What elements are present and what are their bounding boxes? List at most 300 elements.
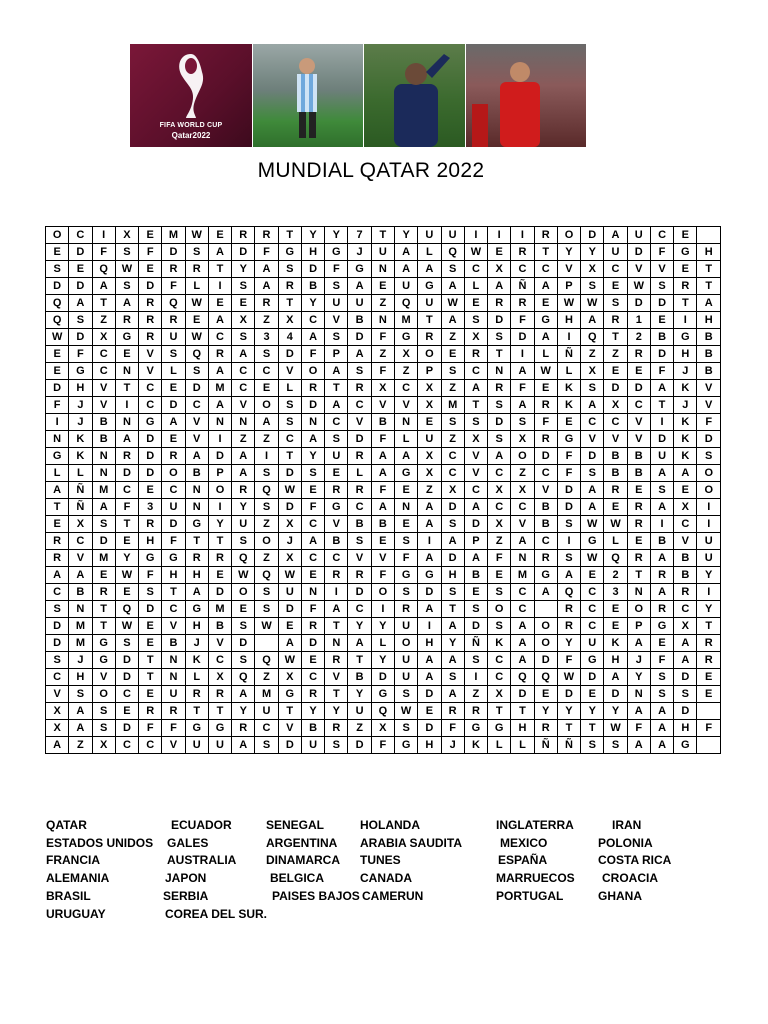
grid-cell[interactable]: F xyxy=(534,414,557,431)
grid-cell[interactable]: D xyxy=(581,448,604,465)
grid-cell[interactable]: G xyxy=(69,363,92,380)
grid-cell[interactable]: V xyxy=(69,550,92,567)
grid-cell[interactable]: K xyxy=(488,635,511,652)
grid-cell[interactable]: V xyxy=(604,431,627,448)
grid-cell[interactable]: Z xyxy=(394,363,417,380)
grid-cell[interactable]: R xyxy=(674,278,697,295)
grid-cell[interactable]: R xyxy=(325,652,348,669)
grid-cell[interactable]: Y xyxy=(371,652,394,669)
grid-cell[interactable]: S xyxy=(441,584,464,601)
grid-cell[interactable]: A xyxy=(650,465,673,482)
grid-cell[interactable]: D xyxy=(697,431,721,448)
grid-cell[interactable]: A xyxy=(255,261,278,278)
grid-cell[interactable]: E xyxy=(232,601,255,618)
grid-cell[interactable]: E xyxy=(441,346,464,363)
grid-cell[interactable]: S xyxy=(278,397,301,414)
grid-cell[interactable]: Y xyxy=(232,261,255,278)
grid-cell[interactable]: S xyxy=(441,261,464,278)
grid-cell[interactable]: F xyxy=(46,397,69,414)
grid-cell[interactable]: W xyxy=(441,295,464,312)
grid-cell[interactable]: E xyxy=(208,567,231,584)
grid-cell[interactable]: U xyxy=(255,703,278,720)
grid-cell[interactable]: F xyxy=(301,601,324,618)
grid-cell[interactable]: F xyxy=(394,550,417,567)
grid-cell[interactable]: E xyxy=(162,431,185,448)
grid-cell[interactable]: A xyxy=(441,312,464,329)
grid-cell[interactable]: K xyxy=(604,635,627,652)
grid-cell[interactable]: S xyxy=(464,652,487,669)
grid-cell[interactable]: G xyxy=(325,499,348,516)
grid-cell[interactable]: S xyxy=(650,482,673,499)
grid-cell[interactable]: Y xyxy=(325,227,348,244)
grid-cell[interactable]: R xyxy=(697,652,721,669)
grid-cell[interactable]: U xyxy=(325,448,348,465)
grid-cell[interactable]: R xyxy=(674,584,697,601)
grid-cell[interactable]: M xyxy=(208,601,231,618)
grid-cell[interactable]: A xyxy=(232,737,255,754)
grid-cell[interactable]: F xyxy=(650,244,673,261)
grid-cell[interactable]: V xyxy=(627,414,650,431)
grid-cell[interactable]: T xyxy=(697,261,721,278)
grid-cell[interactable]: A xyxy=(464,380,487,397)
grid-cell[interactable]: A xyxy=(650,550,673,567)
grid-cell[interactable]: X xyxy=(46,720,69,737)
grid-cell[interactable]: R xyxy=(464,703,487,720)
grid-cell[interactable]: C xyxy=(46,584,69,601)
grid-cell[interactable]: D xyxy=(441,550,464,567)
grid-cell[interactable]: Q xyxy=(604,550,627,567)
grid-cell[interactable]: Y xyxy=(301,448,324,465)
grid-cell[interactable]: A xyxy=(232,465,255,482)
grid-cell[interactable]: M xyxy=(208,380,231,397)
grid-cell[interactable]: D xyxy=(46,618,69,635)
grid-cell[interactable]: A xyxy=(441,533,464,550)
grid-cell[interactable]: G xyxy=(208,720,231,737)
grid-cell[interactable]: M xyxy=(162,227,185,244)
grid-cell[interactable]: R xyxy=(301,618,324,635)
grid-cell[interactable]: A xyxy=(441,618,464,635)
grid-cell[interactable]: R xyxy=(650,567,673,584)
grid-cell[interactable]: O xyxy=(534,618,557,635)
grid-cell[interactable]: H xyxy=(162,567,185,584)
grid-cell[interactable]: L xyxy=(488,737,511,754)
grid-cell[interactable]: C xyxy=(325,414,348,431)
grid-cell[interactable]: S xyxy=(394,686,417,703)
grid-cell[interactable]: C xyxy=(581,601,604,618)
grid-cell[interactable]: Q xyxy=(371,703,394,720)
grid-cell[interactable]: T xyxy=(278,703,301,720)
grid-cell[interactable]: 7 xyxy=(348,227,371,244)
grid-cell[interactable]: F xyxy=(488,550,511,567)
grid-cell[interactable]: E xyxy=(92,567,115,584)
grid-cell[interactable]: D xyxy=(650,346,673,363)
grid-cell[interactable]: B xyxy=(674,550,697,567)
grid-cell[interactable]: S xyxy=(488,584,511,601)
grid-cell[interactable]: X xyxy=(488,516,511,533)
grid-cell[interactable]: L xyxy=(394,431,417,448)
grid-cell[interactable]: S xyxy=(46,601,69,618)
grid-cell[interactable]: H xyxy=(441,567,464,584)
grid-cell[interactable]: B xyxy=(534,499,557,516)
grid-cell[interactable]: A xyxy=(418,516,441,533)
grid-cell[interactable]: Y xyxy=(557,244,580,261)
grid-cell[interactable]: A xyxy=(650,499,673,516)
grid-cell[interactable]: D xyxy=(139,465,162,482)
grid-cell[interactable]: F xyxy=(371,567,394,584)
grid-cell[interactable]: C xyxy=(348,499,371,516)
grid-cell[interactable]: T xyxy=(581,720,604,737)
grid-cell[interactable]: D xyxy=(278,737,301,754)
grid-cell[interactable] xyxy=(697,227,721,244)
grid-cell[interactable]: D xyxy=(162,397,185,414)
grid-cell[interactable]: B xyxy=(534,516,557,533)
grid-cell[interactable]: S xyxy=(674,686,697,703)
grid-cell[interactable]: D xyxy=(115,669,138,686)
grid-cell[interactable]: T xyxy=(278,227,301,244)
grid-cell[interactable]: U xyxy=(232,516,255,533)
grid-cell[interactable]: A xyxy=(92,278,115,295)
grid-cell[interactable]: D xyxy=(348,584,371,601)
grid-cell[interactable]: Z xyxy=(441,380,464,397)
grid-cell[interactable]: D xyxy=(162,516,185,533)
grid-cell[interactable]: G xyxy=(278,686,301,703)
grid-cell[interactable]: A xyxy=(208,312,231,329)
grid-cell[interactable]: W xyxy=(557,669,580,686)
grid-cell[interactable]: C xyxy=(162,482,185,499)
grid-cell[interactable]: R xyxy=(557,601,580,618)
grid-cell[interactable]: Ñ xyxy=(464,635,487,652)
grid-cell[interactable]: T xyxy=(627,567,650,584)
grid-cell[interactable]: R xyxy=(162,703,185,720)
grid-cell[interactable]: T xyxy=(488,703,511,720)
grid-cell[interactable]: C xyxy=(208,329,231,346)
grid-cell[interactable]: T xyxy=(650,397,673,414)
grid-cell[interactable]: R xyxy=(604,312,627,329)
grid-cell[interactable]: Z xyxy=(255,431,278,448)
grid-cell[interactable]: S xyxy=(301,465,324,482)
grid-cell[interactable]: F xyxy=(325,261,348,278)
grid-cell[interactable]: A xyxy=(371,448,394,465)
grid-cell[interactable]: R xyxy=(115,448,138,465)
grid-cell[interactable]: Z xyxy=(232,431,255,448)
grid-cell[interactable]: T xyxy=(325,380,348,397)
grid-cell[interactable]: K xyxy=(557,380,580,397)
grid-cell[interactable]: A xyxy=(488,448,511,465)
grid-cell[interactable]: D xyxy=(348,431,371,448)
grid-cell[interactable]: D xyxy=(348,737,371,754)
grid-cell[interactable]: T xyxy=(115,380,138,397)
grid-cell[interactable]: C xyxy=(255,363,278,380)
grid-cell[interactable]: E xyxy=(534,295,557,312)
grid-cell[interactable]: G xyxy=(557,431,580,448)
grid-cell[interactable]: M xyxy=(92,550,115,567)
grid-cell[interactable]: U xyxy=(441,227,464,244)
grid-cell[interactable]: A xyxy=(232,346,255,363)
grid-cell[interactable]: D xyxy=(604,686,627,703)
grid-cell[interactable]: X xyxy=(511,482,534,499)
grid-cell[interactable]: H xyxy=(69,669,92,686)
grid-cell[interactable]: X xyxy=(464,431,487,448)
grid-cell[interactable]: C xyxy=(232,380,255,397)
grid-cell[interactable]: Y xyxy=(697,601,721,618)
grid-cell[interactable]: X xyxy=(488,686,511,703)
grid-cell[interactable]: B xyxy=(697,363,721,380)
grid-cell[interactable]: B xyxy=(92,414,115,431)
grid-cell[interactable]: X xyxy=(394,346,417,363)
grid-cell[interactable]: R xyxy=(604,482,627,499)
grid-cell[interactable]: R xyxy=(139,516,162,533)
grid-cell[interactable]: Ñ xyxy=(557,737,580,754)
grid-cell[interactable]: V xyxy=(627,261,650,278)
grid-cell[interactable]: A xyxy=(674,652,697,669)
grid-cell[interactable]: J xyxy=(69,414,92,431)
grid-cell[interactable]: C xyxy=(139,397,162,414)
grid-cell[interactable]: U xyxy=(581,635,604,652)
grid-cell[interactable]: I xyxy=(92,227,115,244)
grid-cell[interactable]: L xyxy=(557,363,580,380)
grid-cell[interactable]: C xyxy=(255,720,278,737)
grid-cell[interactable]: X xyxy=(278,550,301,567)
grid-cell[interactable]: R xyxy=(534,431,557,448)
grid-cell[interactable]: R xyxy=(348,448,371,465)
grid-cell[interactable]: D xyxy=(650,431,673,448)
grid-cell[interactable]: E xyxy=(255,380,278,397)
grid-cell[interactable]: X xyxy=(581,363,604,380)
grid-cell[interactable]: W xyxy=(185,329,208,346)
grid-cell[interactable]: U xyxy=(627,227,650,244)
grid-cell[interactable]: S xyxy=(46,261,69,278)
grid-cell[interactable]: F xyxy=(441,720,464,737)
grid-cell[interactable]: Q xyxy=(581,329,604,346)
grid-cell[interactable]: S xyxy=(255,601,278,618)
grid-cell[interactable]: E xyxy=(418,414,441,431)
grid-cell[interactable]: D xyxy=(581,669,604,686)
grid-cell[interactable]: X xyxy=(278,516,301,533)
grid-cell[interactable]: Q xyxy=(232,550,255,567)
grid-cell[interactable]: W xyxy=(581,516,604,533)
grid-cell[interactable]: C xyxy=(325,550,348,567)
grid-cell[interactable]: A xyxy=(627,635,650,652)
grid-cell[interactable]: L xyxy=(534,346,557,363)
grid-cell[interactable]: R xyxy=(185,261,208,278)
grid-cell[interactable]: U xyxy=(697,550,721,567)
grid-cell[interactable]: R xyxy=(162,448,185,465)
grid-cell[interactable]: R xyxy=(46,550,69,567)
grid-cell[interactable]: A xyxy=(581,397,604,414)
grid-cell[interactable]: Y xyxy=(557,635,580,652)
grid-cell[interactable]: N xyxy=(92,448,115,465)
grid-cell[interactable]: S xyxy=(162,346,185,363)
grid-cell[interactable]: A xyxy=(441,686,464,703)
grid-cell[interactable]: U xyxy=(348,295,371,312)
grid-cell[interactable]: S xyxy=(255,465,278,482)
grid-cell[interactable]: A xyxy=(441,278,464,295)
grid-cell[interactable]: Y xyxy=(301,227,324,244)
grid-cell[interactable]: R xyxy=(208,550,231,567)
grid-cell[interactable]: Y xyxy=(301,295,324,312)
grid-cell[interactable]: U xyxy=(418,431,441,448)
grid-cell[interactable]: E xyxy=(301,652,324,669)
grid-cell[interactable]: R xyxy=(208,346,231,363)
grid-cell[interactable]: V xyxy=(674,533,697,550)
grid-cell[interactable]: T xyxy=(418,312,441,329)
grid-cell[interactable]: N xyxy=(301,584,324,601)
grid-cell[interactable]: S xyxy=(92,516,115,533)
grid-cell[interactable]: X xyxy=(464,329,487,346)
grid-cell[interactable]: S xyxy=(232,329,255,346)
grid-cell[interactable]: Y xyxy=(441,635,464,652)
grid-cell[interactable]: D xyxy=(139,278,162,295)
grid-cell[interactable]: X xyxy=(488,261,511,278)
grid-cell[interactable]: R xyxy=(534,720,557,737)
grid-cell[interactable]: T xyxy=(278,295,301,312)
grid-cell[interactable]: 4 xyxy=(278,329,301,346)
grid-cell[interactable]: C xyxy=(488,652,511,669)
grid-cell[interactable]: I xyxy=(674,312,697,329)
grid-cell[interactable]: D xyxy=(604,380,627,397)
grid-cell[interactable]: G xyxy=(581,533,604,550)
grid-cell[interactable]: W xyxy=(185,295,208,312)
grid-cell[interactable]: F xyxy=(139,567,162,584)
grid-cell[interactable]: E xyxy=(46,244,69,261)
grid-cell[interactable]: A xyxy=(325,601,348,618)
grid-cell[interactable]: S xyxy=(325,431,348,448)
grid-cell[interactable]: O xyxy=(394,635,417,652)
grid-cell[interactable]: 1 xyxy=(627,312,650,329)
grid-cell[interactable]: N xyxy=(488,363,511,380)
grid-cell[interactable] xyxy=(534,601,557,618)
grid-cell[interactable]: P xyxy=(557,278,580,295)
grid-cell[interactable]: N xyxy=(301,414,324,431)
grid-cell[interactable]: C xyxy=(534,261,557,278)
grid-cell[interactable]: G xyxy=(371,686,394,703)
grid-cell[interactable]: X xyxy=(208,669,231,686)
grid-cell[interactable]: C xyxy=(674,516,697,533)
grid-cell[interactable]: S xyxy=(115,244,138,261)
grid-cell[interactable]: C xyxy=(232,363,255,380)
grid-cell[interactable]: D xyxy=(208,448,231,465)
grid-cell[interactable]: O xyxy=(208,482,231,499)
grid-cell[interactable]: G xyxy=(92,652,115,669)
grid-cell[interactable]: F xyxy=(371,737,394,754)
grid-cell[interactable]: R xyxy=(394,601,417,618)
grid-cell[interactable]: N xyxy=(185,499,208,516)
grid-cell[interactable]: F xyxy=(557,652,580,669)
grid-cell[interactable]: D xyxy=(278,601,301,618)
grid-cell[interactable]: R xyxy=(511,244,534,261)
grid-cell[interactable]: S xyxy=(488,329,511,346)
grid-cell[interactable]: U xyxy=(325,295,348,312)
grid-cell[interactable]: T xyxy=(557,720,580,737)
grid-cell[interactable]: A xyxy=(650,737,673,754)
grid-cell[interactable]: W xyxy=(534,363,557,380)
grid-cell[interactable]: E xyxy=(394,482,417,499)
grid-cell[interactable]: T xyxy=(697,618,721,635)
grid-cell[interactable]: O xyxy=(697,465,721,482)
grid-cell[interactable]: Q xyxy=(185,346,208,363)
grid-cell[interactable]: V xyxy=(534,482,557,499)
grid-cell[interactable]: U xyxy=(418,295,441,312)
grid-cell[interactable]: E xyxy=(139,261,162,278)
grid-cell[interactable]: Z xyxy=(255,516,278,533)
grid-cell[interactable]: U xyxy=(650,448,673,465)
grid-cell[interactable]: C xyxy=(394,380,417,397)
grid-cell[interactable]: R xyxy=(232,227,255,244)
grid-cell[interactable]: C xyxy=(581,584,604,601)
grid-cell[interactable]: H xyxy=(674,346,697,363)
grid-cell[interactable]: C xyxy=(650,227,673,244)
grid-cell[interactable]: M xyxy=(69,618,92,635)
grid-cell[interactable]: Q xyxy=(557,584,580,601)
grid-cell[interactable]: T xyxy=(511,703,534,720)
grid-cell[interactable]: F xyxy=(301,346,324,363)
grid-cell[interactable]: C xyxy=(92,346,115,363)
grid-cell[interactable]: X xyxy=(92,329,115,346)
grid-cell[interactable]: S xyxy=(488,618,511,635)
grid-cell[interactable]: X xyxy=(278,669,301,686)
grid-cell[interactable]: Z xyxy=(464,686,487,703)
grid-cell[interactable]: S xyxy=(557,516,580,533)
grid-cell[interactable]: S xyxy=(441,669,464,686)
grid-cell[interactable]: R xyxy=(418,329,441,346)
grid-cell[interactable]: A xyxy=(534,584,557,601)
grid-cell[interactable]: G xyxy=(674,737,697,754)
grid-cell[interactable]: M xyxy=(441,397,464,414)
grid-cell[interactable]: D xyxy=(674,669,697,686)
grid-cell[interactable]: E xyxy=(139,635,162,652)
grid-cell[interactable]: U xyxy=(162,329,185,346)
grid-cell[interactable]: N xyxy=(92,465,115,482)
grid-cell[interactable]: G xyxy=(418,278,441,295)
grid-cell[interactable]: L xyxy=(162,363,185,380)
grid-cell[interactable]: R xyxy=(627,346,650,363)
grid-cell[interactable]: E xyxy=(46,346,69,363)
grid-cell[interactable]: G xyxy=(185,720,208,737)
grid-cell[interactable]: P xyxy=(418,363,441,380)
grid-cell[interactable]: E xyxy=(488,567,511,584)
grid-cell[interactable]: S xyxy=(185,363,208,380)
grid-cell[interactable]: E xyxy=(69,261,92,278)
grid-cell[interactable]: W xyxy=(278,567,301,584)
grid-cell[interactable]: K xyxy=(557,397,580,414)
grid-cell[interactable]: I xyxy=(208,499,231,516)
grid-cell[interactable]: E xyxy=(371,533,394,550)
grid-cell[interactable]: I xyxy=(208,431,231,448)
grid-cell[interactable]: E xyxy=(534,380,557,397)
grid-cell[interactable]: G xyxy=(325,244,348,261)
grid-cell[interactable]: Y xyxy=(604,703,627,720)
grid-cell[interactable]: V xyxy=(464,465,487,482)
grid-cell[interactable]: F xyxy=(511,380,534,397)
grid-cell[interactable]: M xyxy=(394,312,417,329)
grid-cell[interactable]: A xyxy=(162,414,185,431)
grid-cell[interactable]: X xyxy=(674,618,697,635)
grid-cell[interactable]: I xyxy=(650,516,673,533)
grid-cell[interactable]: A xyxy=(511,618,534,635)
grid-cell[interactable]: G xyxy=(92,635,115,652)
grid-cell[interactable]: A xyxy=(534,329,557,346)
grid-cell[interactable]: A xyxy=(464,550,487,567)
grid-cell[interactable]: Z xyxy=(418,482,441,499)
grid-cell[interactable]: V xyxy=(185,414,208,431)
grid-cell[interactable]: X xyxy=(441,482,464,499)
grid-cell[interactable]: D xyxy=(674,703,697,720)
grid-cell[interactable]: V xyxy=(371,550,394,567)
grid-cell[interactable]: C xyxy=(581,618,604,635)
grid-cell[interactable]: B xyxy=(301,720,324,737)
grid-cell[interactable]: A xyxy=(418,652,441,669)
grid-cell[interactable]: I xyxy=(488,227,511,244)
